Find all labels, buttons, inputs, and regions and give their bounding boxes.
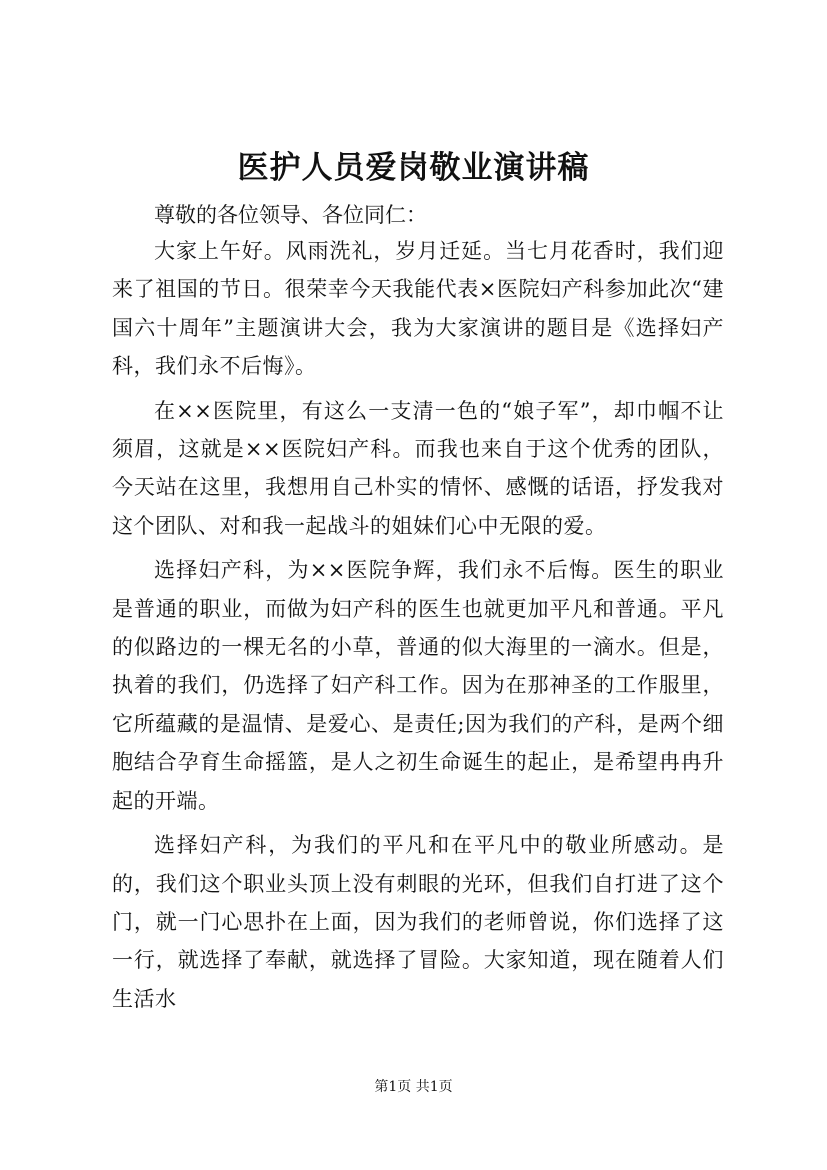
document-title: 医护人员爱岗敬业演讲稿 [237, 150, 590, 186]
paragraph-2: 在××医院里，有这么一支清一色的“娘子军”，却巾帼不让须眉，这就是××医院妇产科。而我也来自于这个优秀的团队，今天站在这里，我想用自己朴实的情怀、感慨的话语，抒发我对这个团队、对和我一起战斗的姐妹们心中无限的爱。 [112, 398, 724, 538]
paragraph-4: 选择妇产科，为我们的平凡和在平凡中的敬业所感动。是的，我们这个职业头顶上没有刺眼的光环，但我们自打进了这个门，就一门心思扑在上面，因为我们的老师曾说，你们选择了这一行，就选择了奉献，就选择了冒险。大家知道，现在随着人们生活水 [112, 833, 724, 1011]
salutation: 尊敬的各位领导、各位同仁： [154, 203, 427, 227]
document-body [112, 200, 724, 1018]
paragraph-1: 大家上午好。风雨洗礼，岁月迁延。当七月花香时，我们迎来了祖国的节日。很荣幸今天我能代表×医院妇产科参加此次“建国六十周年”主题演讲大会，我为大家演讲的题目是《选择妇产科，我们永不后悔》。 [112, 239, 724, 379]
paragraph-3: 选择妇产科，为××医院争辉，我们永不后悔。医生的职业是普通的职业，而做为妇产科的医生也就更加平凡和普通。平凡的似路边的一棵无名的小草，普通的似大海里的一滴水。但是，执着的我们，仍选择了妇产科工作。因为在那神圣的工作服里，它所蕴藏的是温情、是爱心、是责任;因为我们的产科，是两个细胞结合孕育生命摇篮，是人之初生命诞生的起止，是希望冉冉升起的开端。 [112, 558, 724, 813]
page-footer: 第1页 共1页 [374, 1079, 453, 1095]
